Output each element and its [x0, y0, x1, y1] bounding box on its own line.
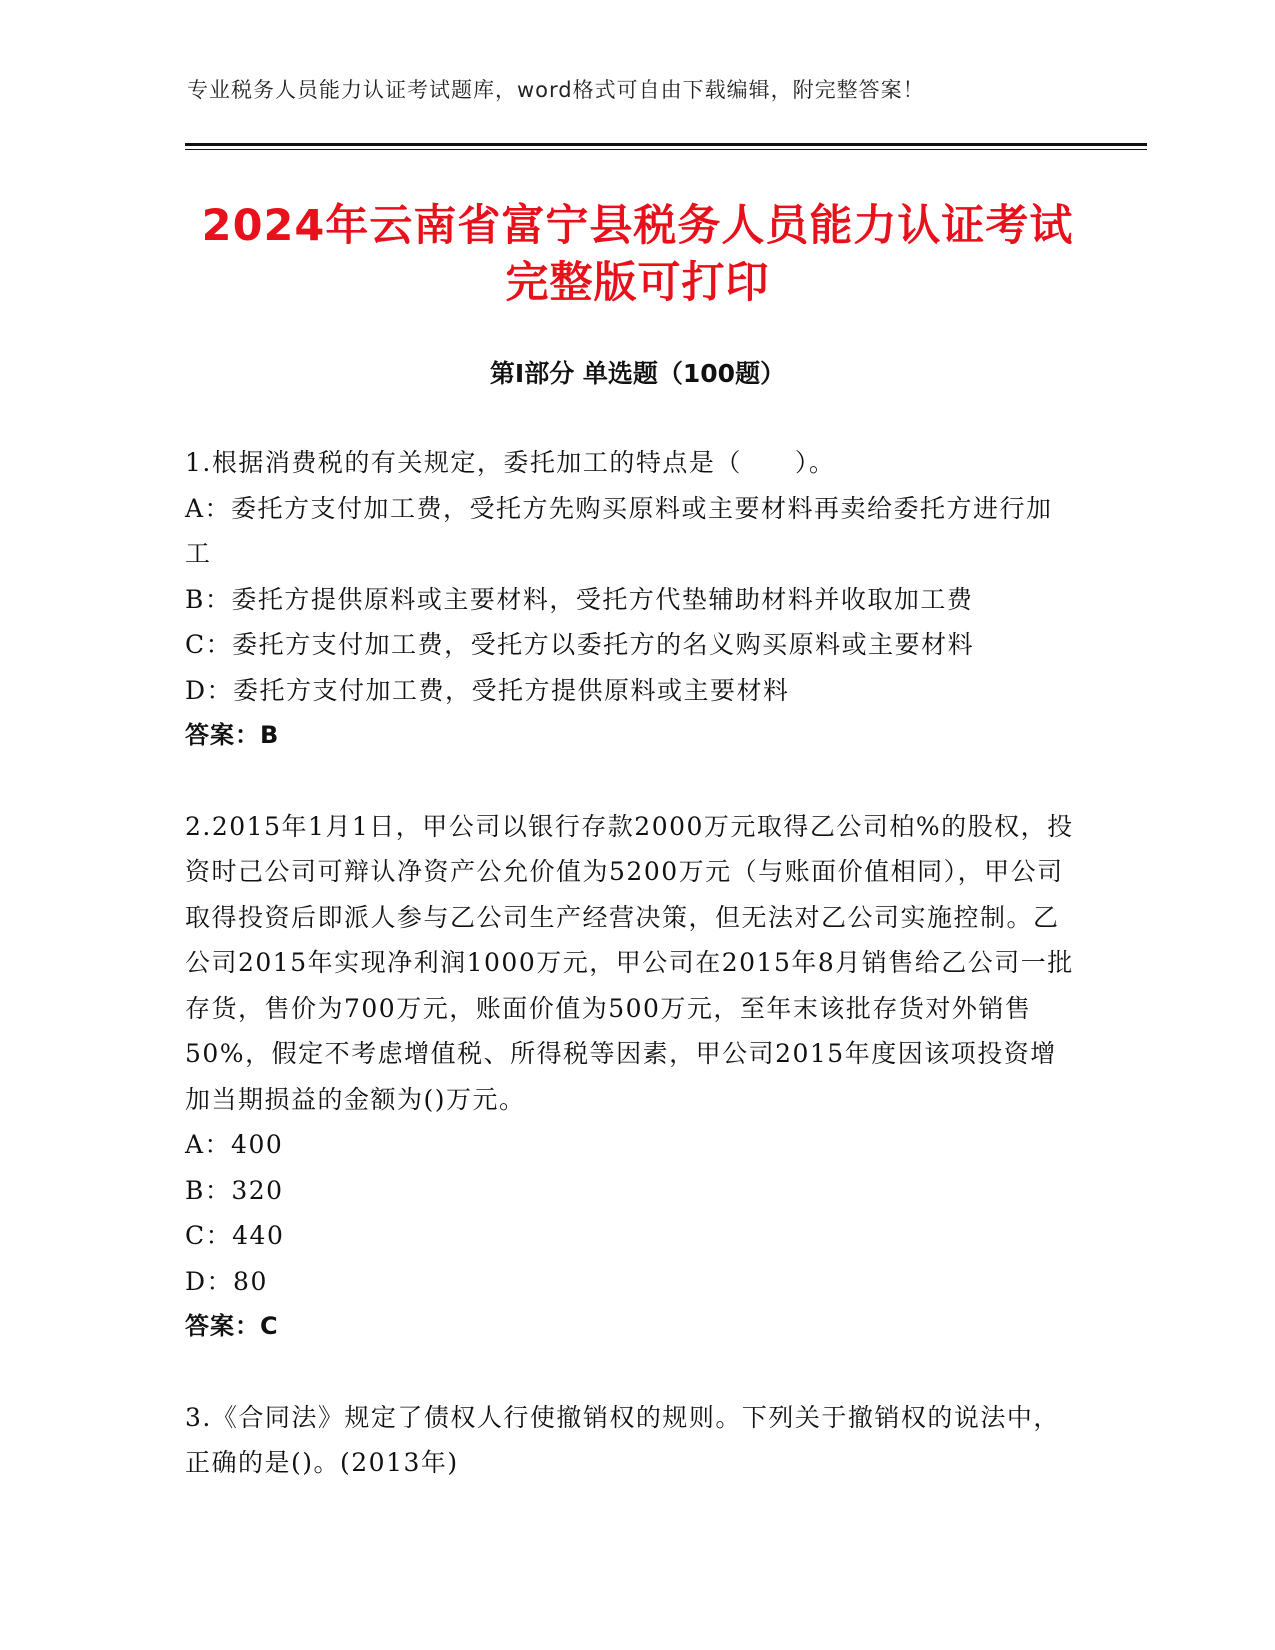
title-line-1: 2024年云南省富宁县税务人员能力认证考试 — [201, 201, 1074, 251]
option-d: D：委托方支付加工费，受托方提供原料或主要材料 — [185, 675, 790, 705]
header-rule-thin — [185, 149, 1147, 150]
title-line-2: 完整版可打印 — [505, 258, 770, 308]
option-a: A：400 — [185, 1130, 284, 1159]
question-stem: 3.《合同法》规定了债权人行使撤销权的规则。下列关于撤销权的说法中，正确的是()。(2013年) — [185, 1402, 1060, 1477]
question-stem: 2.2015年1月1日，甲公司以银行存款2000万元取得乙公司柏%的股权，投资时己公司可辩认净资产公允价值为5200万元（与账面价值相同），甲公司取得投资后即派人参与乙公司生产经营决策，但无法对乙公司实施控制。乙公司2015年实现净利润1000万元，甲公司在2015年8月销售给乙公司一批存货，售价为700万元，账面价值为500万元，至年末该批存货对外销售50%，假定不考虑增值税、所得税等因素，甲公司2015年度因该项投资增加当期损益的金额为()万元。 — [185, 811, 1074, 1114]
document-title — [150, 198, 1125, 312]
option-a: A：委托方支付加工费，受托方先购买原料或主要材料再卖给委托方进行加工 — [185, 493, 1053, 568]
option-b: B：320 — [185, 1175, 284, 1205]
option-c: C：委托方支付加工费，受托方以委托方的名义购买原料或主要材料 — [185, 630, 975, 659]
question-list — [185, 440, 1075, 1531]
answer: 答案：B — [185, 721, 280, 749]
answer: 答案：C — [185, 1312, 279, 1340]
section-heading: 第Ⅰ部分 单选题（100题） — [489, 359, 786, 388]
header-note: 专业税务人员能力认证考试题库，word格式可自由下载编辑，附完整答案！ — [187, 78, 925, 102]
question-1 — [185, 440, 1075, 759]
option-d: D：80 — [185, 1266, 268, 1296]
question-2 — [185, 804, 1075, 1350]
option-c: C：440 — [185, 1221, 285, 1250]
option-b: B：委托方提供原料或主要材料，受托方代垫辅助材料并收取加工费 — [185, 584, 974, 614]
question-3 — [185, 1395, 1075, 1486]
header-rule-thick — [185, 143, 1147, 146]
question-stem: 1.根据消费税的有关规定，委托加工的特点是（ ）。 — [185, 448, 836, 477]
